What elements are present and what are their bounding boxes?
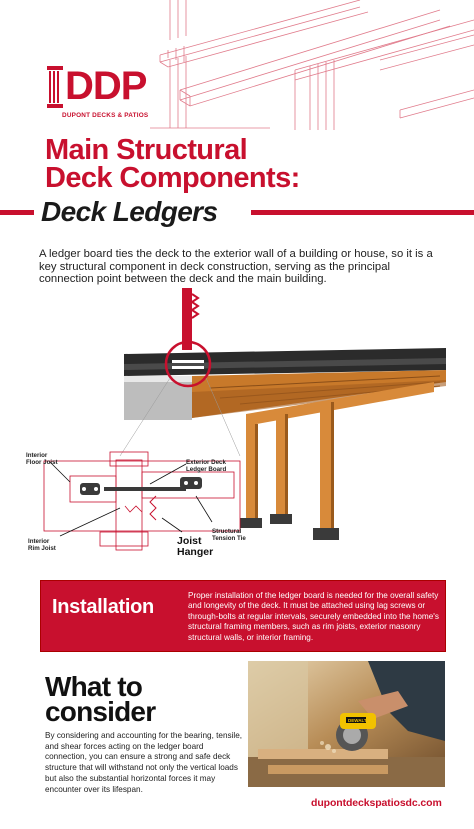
post-footing-1 <box>240 518 262 528</box>
subtitle-bar-left <box>0 210 34 215</box>
consider-heading-line-2: consider <box>45 696 156 727</box>
label-interior-rim-joist: Interior Rim Joist <box>28 538 56 552</box>
foundation-wall <box>124 382 192 420</box>
website-link[interactable]: dupontdeckspatiosdc.com <box>311 797 442 809</box>
consider-body: By considering and accounting for the bearing, tensile, and shear forces acting on the ledger board connection, you can ensure a strong and safe deck structure that will withstand not only the vertical loads but also the substantial horizontal forces it may encounter over its lifespan. <box>45 731 243 794</box>
installation-panel <box>40 580 446 652</box>
installation-heading: Installation <box>52 596 154 618</box>
title-line-1: Main Structural <box>45 134 248 166</box>
installation-body: Proper installation of the ledger board is needed for the overall safety and longevity of the deck. It must be attached using lag screws or through-bolts at regular intervals, securely embedded into the home's structural framing members, such as rim joists, exterior masonry structural walls, or interior framing. <box>188 591 439 642</box>
deck-post-3 <box>320 402 331 528</box>
deck-post-1 <box>246 424 255 520</box>
lumber-boards-illustration <box>150 0 474 130</box>
title-line-2: Deck Components: <box>45 162 300 194</box>
house-siding <box>182 288 198 350</box>
saw-brand-text: DEWALT <box>348 718 367 723</box>
consider-heading-line-1: What to <box>45 671 143 702</box>
post-footing-2 <box>270 514 292 524</box>
subtitle-row <box>0 196 474 230</box>
intro-paragraph: A ledger board ties the deck to the exterior wall of a building or house, so it is a key structural component in deck construction, serving as the principal connection point between the deck and the main building. <box>39 248 433 285</box>
logo-subtitle: DUPONT DECKS & PATIOS <box>62 112 149 119</box>
company-logo[interactable] <box>45 66 155 128</box>
worker-cutting-board-photo <box>248 661 445 787</box>
post-footing-3 <box>313 528 339 540</box>
subtitle-bar-right <box>251 210 474 215</box>
page-subtitle: Deck Ledgers <box>41 196 218 227</box>
label-exterior-deck-ledger-board: Exterior Deck Ledger Board <box>186 459 227 473</box>
consider-heading <box>45 671 156 727</box>
deck-post-2 <box>276 414 285 514</box>
label-interior-floor-joist: Interior Floor Joist <box>26 452 58 466</box>
page-title <box>45 136 300 192</box>
label-structural-tension-tie: Structural Tension Tie <box>212 528 246 542</box>
column-icon <box>45 66 65 110</box>
label-joist-hanger: Joist Hanger <box>177 535 214 558</box>
logo-letters: DDP <box>65 64 147 108</box>
